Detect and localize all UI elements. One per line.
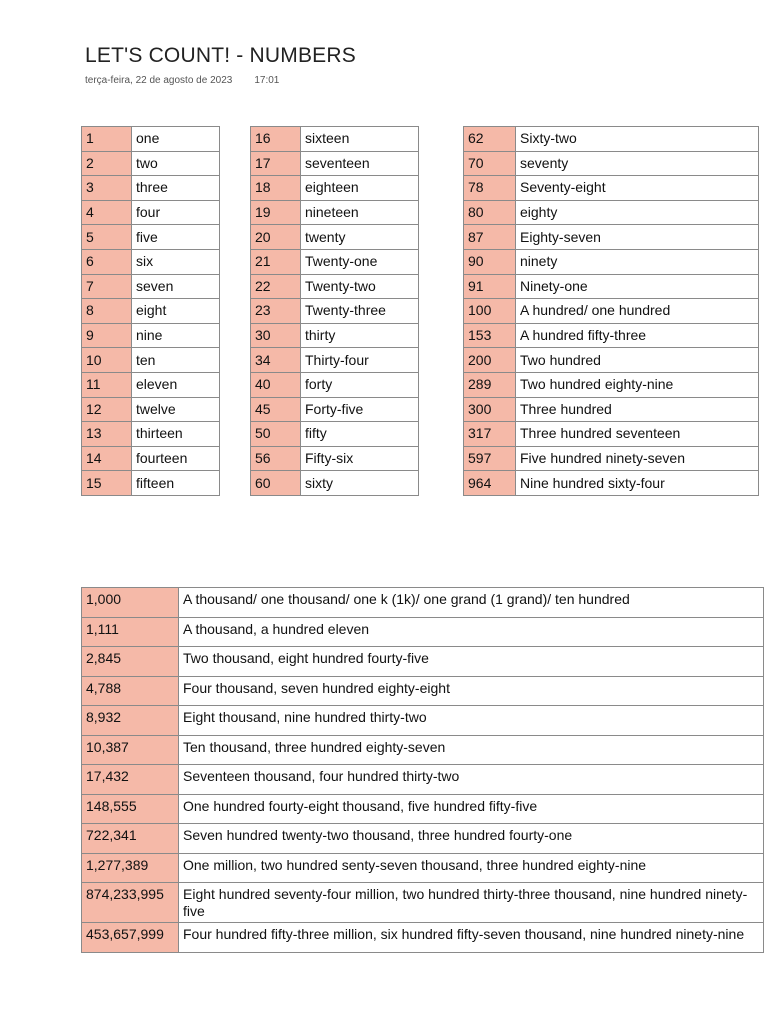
page-date: terça-feira, 22 de agosto de 2023 xyxy=(85,75,233,86)
word-cell: A hundred/ one hundred xyxy=(516,299,759,324)
word-cell: Four thousand, seven hundred eighty-eight xyxy=(179,676,764,706)
number-cell: 597 xyxy=(464,446,516,471)
table-row xyxy=(82,176,220,201)
number-cell: 12 xyxy=(82,397,132,422)
word-cell: Three hundred seventeen xyxy=(516,422,759,447)
word-cell: seven xyxy=(132,274,220,299)
word-cell: Nine hundred sixty-four xyxy=(516,471,759,496)
number-cell: 16 xyxy=(251,127,301,152)
number-cell: 5 xyxy=(82,225,132,250)
word-cell: Two hundred eighty-nine xyxy=(516,372,759,397)
number-cell: 9 xyxy=(82,323,132,348)
table-row xyxy=(251,225,419,250)
table-row xyxy=(82,923,764,953)
word-cell: Twenty-one xyxy=(301,249,419,274)
table-row xyxy=(251,274,419,299)
table-row xyxy=(464,422,759,447)
table-row xyxy=(464,323,759,348)
number-cell: 1 xyxy=(82,127,132,152)
table-row xyxy=(82,735,764,765)
table-row xyxy=(82,446,220,471)
word-cell: twenty xyxy=(301,225,419,250)
word-cell: fifty xyxy=(301,422,419,447)
word-cell: two xyxy=(132,151,220,176)
number-cell: 50 xyxy=(251,422,301,447)
word-cell: Ten thousand, three hundred eighty-seven xyxy=(179,735,764,765)
table-row xyxy=(251,372,419,397)
page-title: LET'S COUNT! - NUMBERS xyxy=(85,44,356,67)
number-cell: 8,932 xyxy=(82,706,179,736)
word-cell: sixteen xyxy=(301,127,419,152)
number-cell: 7 xyxy=(82,274,132,299)
table-row xyxy=(251,299,419,324)
table-row xyxy=(82,765,764,795)
number-cell: 148,555 xyxy=(82,794,179,824)
word-cell: fifteen xyxy=(132,471,220,496)
word-cell: nine xyxy=(132,323,220,348)
number-cell: 17 xyxy=(251,151,301,176)
number-cell: 15 xyxy=(82,471,132,496)
number-cell: 2 xyxy=(82,151,132,176)
number-cell: 70 xyxy=(464,151,516,176)
number-cell: 8 xyxy=(82,299,132,324)
word-cell: Five hundred ninety-seven xyxy=(516,446,759,471)
table-row xyxy=(464,225,759,250)
number-cell: 90 xyxy=(464,249,516,274)
word-cell: Fifty-six xyxy=(301,446,419,471)
numbers-table-1-15 xyxy=(81,126,220,496)
table-row xyxy=(464,176,759,201)
number-cell: 300 xyxy=(464,397,516,422)
table-row xyxy=(82,372,220,397)
word-cell: fourteen xyxy=(132,446,220,471)
number-cell: 34 xyxy=(251,348,301,373)
table-row xyxy=(464,274,759,299)
table-row xyxy=(251,348,419,373)
table-row xyxy=(82,883,764,923)
word-cell: nineteen xyxy=(301,200,419,225)
table-row xyxy=(82,794,764,824)
table-row xyxy=(251,471,419,496)
word-cell: five xyxy=(132,225,220,250)
number-cell: 4,788 xyxy=(82,676,179,706)
number-cell: 13 xyxy=(82,422,132,447)
word-cell: seventeen xyxy=(301,151,419,176)
word-cell: Forty-five xyxy=(301,397,419,422)
table-row xyxy=(82,323,220,348)
word-cell: Seventeen thousand, four hundred thirty-two xyxy=(179,765,764,795)
number-cell: 18 xyxy=(251,176,301,201)
table-row xyxy=(464,348,759,373)
number-cell: 17,432 xyxy=(82,765,179,795)
number-cell: 56 xyxy=(251,446,301,471)
table-row xyxy=(82,706,764,736)
table-row xyxy=(251,127,419,152)
word-cell: One million, two hundred senty-seven thousand, three hundred eighty-nine xyxy=(179,853,764,883)
word-cell: A thousand/ one thousand/ one k (1k)/ one grand (1 grand)/ ten hundred xyxy=(179,588,764,618)
word-cell: Ninety-one xyxy=(516,274,759,299)
table-row xyxy=(464,471,759,496)
word-cell: three xyxy=(132,176,220,201)
number-cell: 10 xyxy=(82,348,132,373)
word-cell: A hundred fifty-three xyxy=(516,323,759,348)
word-cell: eighty xyxy=(516,200,759,225)
number-cell: 60 xyxy=(251,471,301,496)
number-cell: 23 xyxy=(251,299,301,324)
table-row xyxy=(464,446,759,471)
word-cell: ten xyxy=(132,348,220,373)
word-cell: Sixty-two xyxy=(516,127,759,152)
number-cell: 2,845 xyxy=(82,647,179,677)
number-cell: 10,387 xyxy=(82,735,179,765)
word-cell: One hundred fourty-eight thousand, five hundred fifty-five xyxy=(179,794,764,824)
numbers-table-62-964 xyxy=(463,126,759,496)
table-row xyxy=(82,348,220,373)
word-cell: forty xyxy=(301,372,419,397)
word-cell: A thousand, a hundred eleven xyxy=(179,617,764,647)
number-cell: 3 xyxy=(82,176,132,201)
table-row xyxy=(82,676,764,706)
word-cell: Twenty-two xyxy=(301,274,419,299)
table-row xyxy=(251,397,419,422)
word-cell: Thirty-four xyxy=(301,348,419,373)
table-row xyxy=(82,471,220,496)
page-time: 17:01 xyxy=(254,75,280,86)
table-row xyxy=(82,853,764,883)
number-cell: 87 xyxy=(464,225,516,250)
word-cell: seventy xyxy=(516,151,759,176)
word-cell: Two thousand, eight hundred fourty-five xyxy=(179,647,764,677)
word-cell: eight xyxy=(132,299,220,324)
number-cell: 40 xyxy=(251,372,301,397)
word-cell: Four hundred fifty-three million, six hundred fifty-seven thousand, nine hundred ninety-nine xyxy=(179,923,764,953)
word-cell: one xyxy=(132,127,220,152)
table-row xyxy=(82,397,220,422)
table-row xyxy=(82,422,220,447)
numbers-table-thousands xyxy=(81,587,764,953)
number-cell: 453,657,999 xyxy=(82,923,179,953)
number-cell: 1,277,389 xyxy=(82,853,179,883)
table-row xyxy=(464,372,759,397)
table-row xyxy=(464,397,759,422)
table-row xyxy=(82,617,764,647)
word-cell: six xyxy=(132,249,220,274)
table-row xyxy=(464,249,759,274)
table-row xyxy=(82,647,764,677)
number-cell: 200 xyxy=(464,348,516,373)
word-cell: Twenty-three xyxy=(301,299,419,324)
table-row xyxy=(82,127,220,152)
number-cell: 722,341 xyxy=(82,824,179,854)
word-cell: thirteen xyxy=(132,422,220,447)
number-cell: 91 xyxy=(464,274,516,299)
word-cell: Seven hundred twenty-two thousand, three hundred fourty-one xyxy=(179,824,764,854)
word-cell: Eight hundred seventy-four million, two hundred thirty-three thousand, nine hundred ninety-five xyxy=(179,883,764,923)
number-cell: 4 xyxy=(82,200,132,225)
number-cell: 100 xyxy=(464,299,516,324)
number-cell: 317 xyxy=(464,422,516,447)
table-row xyxy=(251,446,419,471)
number-cell: 19 xyxy=(251,200,301,225)
number-cell: 964 xyxy=(464,471,516,496)
number-cell: 30 xyxy=(251,323,301,348)
table-row xyxy=(82,200,220,225)
number-cell: 14 xyxy=(82,446,132,471)
word-cell: ninety xyxy=(516,249,759,274)
table-row xyxy=(251,200,419,225)
word-cell: Eight thousand, nine hundred thirty-two xyxy=(179,706,764,736)
word-cell: Two hundred xyxy=(516,348,759,373)
table-row xyxy=(464,200,759,225)
table-row xyxy=(82,824,764,854)
table-row xyxy=(251,151,419,176)
number-cell: 62 xyxy=(464,127,516,152)
table-row xyxy=(82,274,220,299)
number-cell: 874,233,995 xyxy=(82,883,179,923)
table-row xyxy=(82,249,220,274)
word-cell: Eighty-seven xyxy=(516,225,759,250)
number-cell: 78 xyxy=(464,176,516,201)
word-cell: thirty xyxy=(301,323,419,348)
table-row xyxy=(251,249,419,274)
word-cell: Three hundred xyxy=(516,397,759,422)
numbers-table-16-60 xyxy=(250,126,419,496)
table-row xyxy=(251,422,419,447)
number-cell: 22 xyxy=(251,274,301,299)
table-row xyxy=(82,225,220,250)
word-cell: eighteen xyxy=(301,176,419,201)
table-row xyxy=(464,299,759,324)
number-cell: 6 xyxy=(82,249,132,274)
word-cell: twelve xyxy=(132,397,220,422)
word-cell: eleven xyxy=(132,372,220,397)
number-cell: 1,111 xyxy=(82,617,179,647)
number-cell: 153 xyxy=(464,323,516,348)
table-row xyxy=(82,151,220,176)
word-cell: Seventy-eight xyxy=(516,176,759,201)
table-row xyxy=(464,127,759,152)
number-cell: 289 xyxy=(464,372,516,397)
table-row xyxy=(82,588,764,618)
number-cell: 21 xyxy=(251,249,301,274)
word-cell: four xyxy=(132,200,220,225)
number-cell: 45 xyxy=(251,397,301,422)
table-row xyxy=(251,323,419,348)
table-row xyxy=(82,299,220,324)
table-row xyxy=(251,176,419,201)
number-cell: 11 xyxy=(82,372,132,397)
page-timestamp xyxy=(85,75,279,86)
table-row xyxy=(464,151,759,176)
number-cell: 1,000 xyxy=(82,588,179,618)
number-cell: 80 xyxy=(464,200,516,225)
word-cell: sixty xyxy=(301,471,419,496)
number-cell: 20 xyxy=(251,225,301,250)
